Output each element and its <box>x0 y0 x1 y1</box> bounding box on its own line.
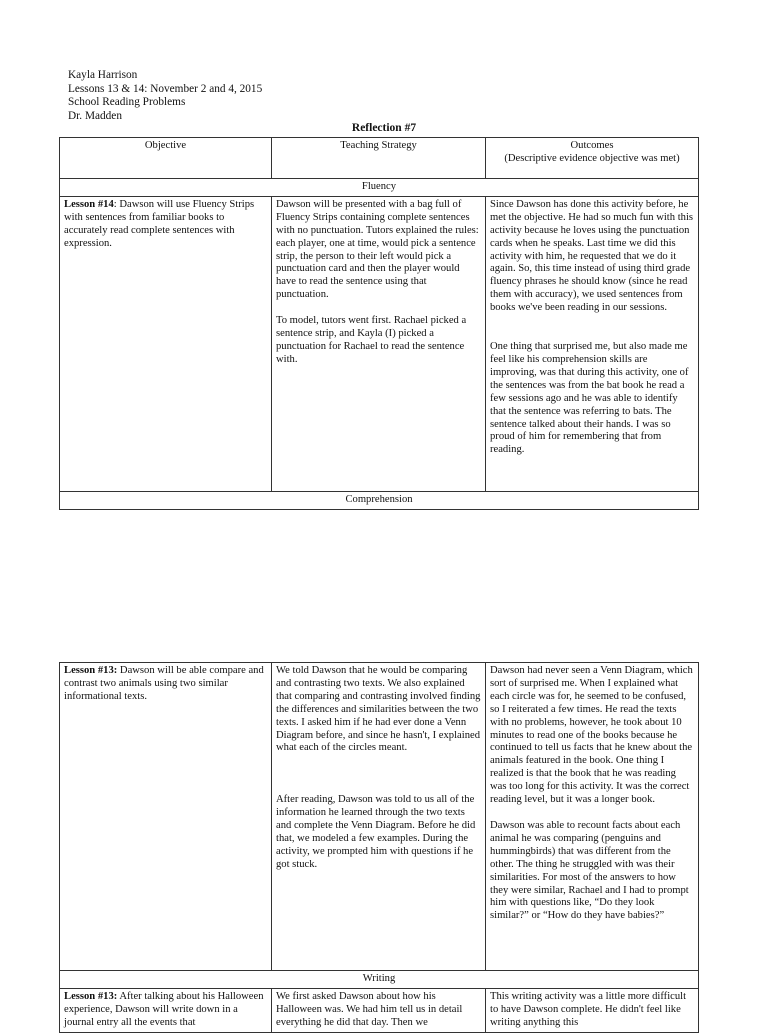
objective-cell <box>60 988 272 1032</box>
reflection-title: Reflection #7 <box>351 122 417 134</box>
objective-text: Dawson will be able compare and contrast two animals using two similar informational texts. <box>64 665 264 702</box>
outcome-paragraph: Dawson was able to recount facts about each animal he was comparing (penguins and hummingbirds) that was different from the other. The thing he struggled with was their similarities. For most of the answers to how they were similar, Rachael and I had to prompt him with questions like, “Do they look similar?” or “How do they have babies?” <box>490 819 689 922</box>
lesson-label: Lesson #14 <box>64 198 114 210</box>
strategy-cell <box>272 988 486 1032</box>
lessons-line: Lessons 13 & 14: November 2 and 4, 2015 <box>68 82 263 95</box>
table-row <box>60 196 699 491</box>
strategy-paragraph: Dawson will be presented with a bag full of Fluency Strips containing complete sentences with no punctuation. Tutors explained the rules: each player, one at time, would pick a sentence strip, the person to their left would pick a punctuation card and then the player would have to read the sentence using that punctuation. <box>276 198 479 301</box>
strategy-paragraph: To model, tutors went first. Rachael picked a sentence strip, and Kayla (I) picked a punctuation for Rachael to read the sentence with. <box>276 315 467 365</box>
course-name: School Reading Problems <box>68 96 186 109</box>
section-title-comprehension: Comprehension <box>60 491 699 509</box>
outcomes-header-title: Outcomes <box>570 140 614 151</box>
strategy-paragraph: After reading, Dawson was told to us all of the information he learned through the two texts and complete the Venn Diagram. Before he did that, we modeled a few examples. During the activity, we prompted him with questions if he got stuck. <box>276 794 476 870</box>
outcomes-header <box>486 138 699 179</box>
author-name: Kayla Harrison <box>68 69 138 81</box>
strategy-cell <box>272 663 486 971</box>
outcome-paragraph: This writing activity was a little more difficult to have Dawson complete. He didn't feel like writing anything this <box>490 990 687 1028</box>
strategy-paragraph: We first asked Dawson about how his Halloween was. We had him tell us in detail everything he did that day. Then we <box>276 990 463 1028</box>
outcome-paragraph: Since Dawson has done this activity before, he met the objective. He had so much fun with this activity because he loves using the punctuation cards when he speaks. Last time we did this activity with him, he requested that we do it again. So, this time instead of using third grade fluency phrases he should know (since he read them with accuracy), we used sentences from books we've been reading in our sessions. <box>490 198 694 314</box>
instructor-name: Dr. Madden <box>68 109 122 122</box>
section-row-comprehension <box>60 491 699 509</box>
reflection-table-part-2 <box>59 662 699 1033</box>
section-title-fluency: Fluency <box>60 179 699 197</box>
table-row <box>60 663 699 971</box>
objective-header: Objective <box>60 138 272 179</box>
strategy-paragraph: We told Dawson that he would be comparing and contrasting two texts. We also explained that comparing and contrasting involved finding the differences and similarities between the two texts. I asked him if he had ever done a Venn Diagram before, and since he hasn't, I explained what each of the circles meant. <box>276 665 481 754</box>
lesson-label: Lesson #13: <box>64 990 118 1002</box>
outcomes-header-subtitle: (Descriptive evidence objective was met) <box>504 152 680 164</box>
objective-cell <box>60 663 272 971</box>
section-title-writing: Writing <box>60 971 699 989</box>
reflection-table-part-1 <box>59 137 699 510</box>
document-header <box>68 69 262 123</box>
table-header-row <box>60 138 699 179</box>
outcome-cell <box>486 663 699 971</box>
strategy-header: Teaching Strategy <box>272 138 486 179</box>
outcome-cell <box>486 988 699 1032</box>
objective-cell <box>60 196 272 491</box>
objective-text: After talking about his Halloween experience, Dawson will write down in a journal entry all the events that <box>64 990 264 1028</box>
strategy-cell <box>272 196 486 491</box>
objective-text: : Dawson will use Fluency Strips with sentences from familiar books to accurately read complete sentences with expression. <box>64 198 255 249</box>
outcome-cell <box>486 196 699 491</box>
outcome-paragraph: One thing that surprised me, but also made me feel like his comprehension skills are improving, was that during this activity, one of the sentences was from the bat book he read a few sessions ago and he was able to identify that the sentence was referring to bats. The sentence talked about their hands. I was so proud of him for remembering that from reading. <box>490 341 689 456</box>
outcome-paragraph: Dawson had never seen a Venn Diagram, which sort of surprised me. When I explained what each circle was for, he seemed to be confused, so I reiterated a few times. He read the texts with no problems, however, he took about 10 minutes to read one of the books because he continued to tell us facts that he knew about the animals featured in the book. One thing I realized is that the book that he was reading was too long for this activity. It was the correct reading level, but it was a longer book. <box>490 665 693 806</box>
section-row-writing <box>60 971 699 989</box>
lesson-label: Lesson #13: <box>64 665 118 676</box>
section-row-fluency <box>60 179 699 197</box>
table-row <box>60 988 699 1032</box>
